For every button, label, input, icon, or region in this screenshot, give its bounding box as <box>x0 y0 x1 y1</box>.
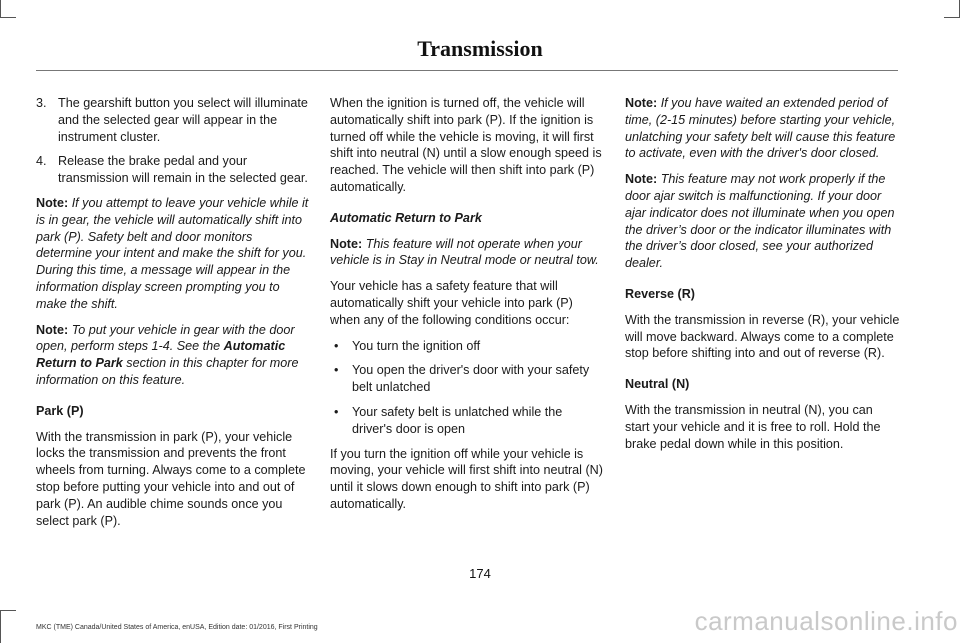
note-stay-neutral <box>330 236 605 270</box>
page-title: Transmission <box>417 36 543 61</box>
list-item-text: You turn the ignition off <box>352 338 481 353</box>
safety-feature-paragraph: Your vehicle has a safety feature that will automatically shift your vehicle into park (P) when any of the following conditions occur: <box>330 279 573 327</box>
step-3 <box>36 95 311 145</box>
crop-mark-top-right-h <box>944 17 960 18</box>
bullet-icon: • <box>334 338 339 353</box>
note-extended-period <box>625 95 900 162</box>
note-label: Note: <box>330 236 363 251</box>
note-text: If you have waited an extended period of time, (2-15 minutes) before starting your vehicle, unlatching your safety belt will cause this feature to activate, even with the driver's door closed. <box>625 96 896 161</box>
column-3 <box>625 95 900 461</box>
automatic-return-heading: Automatic Return to Park <box>330 210 482 225</box>
crop-mark-bottom-left-h <box>0 610 16 611</box>
neutral-paragraph: With the transmission in neutral (N), you can start your vehicle and it is free to roll. Hold the brake pedal down while in this position. <box>625 402 881 451</box>
crop-mark-top-left <box>0 0 1 18</box>
step-text: The gearshift button you select will illuminate and the selected gear will appear in the instrument cluster. <box>58 96 308 144</box>
moving-ignition-paragraph: If you turn the ignition off while your vehicle is moving, your vehicle will first shift into neutral (N) until it slows down enough to shift into park (P) automatically. <box>330 446 603 511</box>
note-text: To put your vehicle in gear with the door open, perform steps 1-4. See the <box>36 322 295 354</box>
crop-mark-bottom-left <box>0 610 1 643</box>
park-heading: Park (P) <box>36 403 84 418</box>
step-number: 3. <box>36 96 47 110</box>
note-text: section in this chapter for more information on this feature. <box>36 356 299 387</box>
note-label: Note: <box>36 195 69 210</box>
column-2 <box>330 95 605 522</box>
header-divider <box>36 70 898 71</box>
ignition-paragraph: When the ignition is turned off, the vehicle will automatically shift into park (P). If the ignition is turned off while the vehicle is moving, it will first shift into neutral (N) until a slow enough speed is reached. The vehicle will then shift into park (P) automatically. <box>330 96 602 194</box>
list-item <box>330 362 605 396</box>
note-door-ajar <box>625 171 900 272</box>
note-label: Note: <box>625 96 658 110</box>
section-reference-link[interactable]: Automatic Return to Park <box>36 339 286 371</box>
step-number: 4. <box>36 154 47 169</box>
list-item <box>330 338 605 355</box>
bullet-icon: • <box>334 404 339 419</box>
note-label: Note: <box>625 172 658 187</box>
step-4 <box>36 153 311 187</box>
page-number: 174 <box>469 566 491 581</box>
note-text: This feature may not work properly if the door ajar switch is malfunctioning. If your door ajar indicator does not illuminate when you open the driver’s door or the indicator illuminates with the driver’s door closed, see your authorized dealer. <box>625 172 895 271</box>
neutral-heading: Neutral (N) <box>625 377 690 392</box>
column-1 <box>36 95 311 538</box>
bullet-icon: • <box>334 363 339 378</box>
list-item-text: You open the driver's door with your safety belt unlatched <box>352 363 590 395</box>
watermark-logo: carmanualsonline.info <box>694 606 958 636</box>
step-text: Release the brake pedal and your transmission will remain in the selected gear. <box>58 154 308 186</box>
footer-edition-info: MKC (TME) Canada/United States of America, enUSA, Edition date: 01/2016, First Printing <box>36 624 318 631</box>
note-text: If you attempt to leave your vehicle while it is in gear, the vehicle will automatically shift into park (P). Safety belt and door monitors determine your intent and make the shift for you. During this time, a message will appear in the information display screen prompting you to make the shift. <box>36 195 309 311</box>
reverse-heading: Reverse (R) <box>625 286 695 301</box>
note-text: This feature will not operate when your vehicle is in Stay in Neutral mode or neutral tow. <box>330 236 599 268</box>
list-item-text: Your safety belt is unlatched while the driver's door is open <box>352 404 563 436</box>
reverse-paragraph: With the transmission in reverse (R), your vehicle will move backward. Always come to a complete stop before shifting into and out of reverse (R). <box>625 312 900 361</box>
note-gear-door-open <box>36 322 311 389</box>
note-leave-vehicle <box>36 195 311 313</box>
note-label: Note: <box>36 322 69 337</box>
park-paragraph: With the transmission in park (P), your vehicle locks the transmission and prevents the front wheels from turning. Always come to a complete stop before putting your vehicle into and out of park (P). An audible chime sounds once you select park (P). <box>36 429 306 528</box>
list-item <box>330 404 605 438</box>
crop-mark-top-left-h <box>0 17 16 18</box>
